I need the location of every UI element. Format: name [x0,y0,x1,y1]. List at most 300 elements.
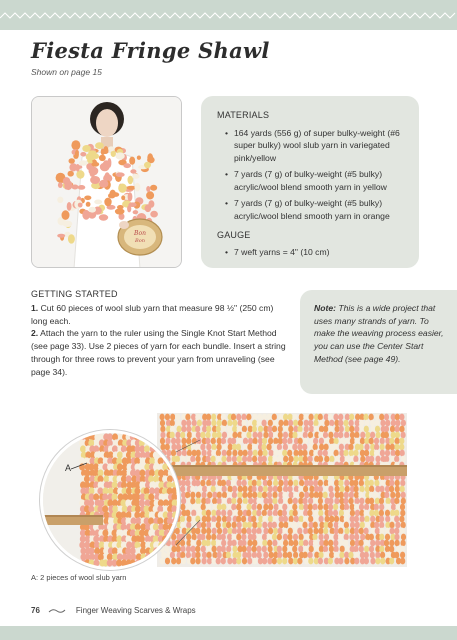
yarn-strand-segment [272,522,277,529]
yarn-strand-segment [350,540,355,547]
yarn-strand-segment [252,546,257,553]
yarn-strand-segment [181,498,186,505]
yarn-texture-blob [75,150,79,159]
yarn-strand-segment [196,558,201,565]
yarn-strand-segment [212,546,217,553]
yarn-strand-segment [206,432,211,439]
yarn-strand-segment [353,456,358,463]
yarn-strand-segment [263,432,268,439]
yarn-strand-segment [299,492,304,499]
yarn-strand-segment [165,414,170,421]
yarn-strand-segment [369,486,374,493]
yarn-strand-segment [318,432,323,439]
yarn-strand-segment [299,480,304,487]
yarn-strand-segment [389,558,394,565]
gauge-item: • 7 weft yarns = 4" (10 cm) [225,246,405,259]
yarn-strand-segment [232,456,237,463]
yarn-strand-segment [400,552,405,559]
yarn-strand-segment [237,498,242,505]
yarn-strand-segment [354,528,359,535]
yarn-strand-segment [273,432,278,439]
yarn-strand-segment [394,552,399,559]
yarn-strand-segment [217,420,222,427]
figure-caption: A: 2 pieces of wool slub yarn [31,573,127,582]
yarn-strand-segment [181,438,186,445]
yarn-strand-segment [190,492,195,499]
yarn-strand-segment [344,558,349,565]
yarn-strand-segment [261,444,266,451]
yarn-strand-segment [256,510,261,517]
yarn-strand-segment [257,420,262,427]
yarn-strand-segment [297,432,302,439]
yarn-strand-segment [227,456,232,463]
yarn-strand-segment [216,450,221,457]
yarn-strand-segment [222,432,227,439]
yarn-strand-segment [202,486,207,493]
yarn-strand-segment [289,492,294,499]
yarn-strand-segment [257,504,262,511]
yarn-strand-segment [248,498,253,505]
yarn-strand-segment [303,516,308,523]
yarn-strand-segment [370,540,375,547]
yarn-strand-segment [252,444,257,451]
yarn-strand-segment [190,558,195,565]
yarn-strand-segment [216,510,221,517]
yarn-strand-segment [386,498,391,505]
yarn-strand-segment [167,517,173,524]
yarn-strand-segment [360,534,365,541]
yarn-strand-segment [122,505,128,512]
yarn-strand-segment [272,498,277,505]
model-photo [31,96,182,268]
yarn-strand-segment [325,516,330,523]
yarn-strand-segment [231,438,236,445]
yarn-strand-segment [262,522,267,529]
yarn-strand-segment [211,510,216,517]
yarn-strand-segment [288,480,293,487]
yarn-strand-segment [256,480,261,487]
yarn-strand-segment [334,528,339,535]
yarn-strand-segment [391,450,396,457]
page-title: Fiesta Fringe Shawl [31,38,270,63]
yarn-strand-segment [344,432,349,439]
yarn-strand-segment [221,534,226,541]
yarn-strand-segment [313,480,318,487]
yarn-strand-segment [323,426,328,433]
yarn-strand-segment [283,522,288,529]
yarn-strand-segment [236,516,241,523]
yarn-strand-segment [400,528,405,535]
yarn-strand-segment [401,432,406,439]
yarn-strand-segment [196,504,201,511]
yarn-strand-segment [171,558,176,565]
yarn-strand-segment [272,492,277,499]
yarn-strand-segment [176,546,181,553]
yarn-strand-segment [313,438,318,445]
getting-started-steps [31,302,289,378]
yarn-strand-segment [221,480,226,487]
materials-heading: MATERIALS [217,110,270,120]
yarn-strand-segment [369,414,374,421]
yarn-strand-segment [308,480,313,487]
yarn-texture-blob [105,172,110,181]
yarn-texture-blob [115,152,124,159]
yarn-strand-segment [186,522,191,529]
yarn-strand-segment [344,528,349,535]
yarn-strand-segment [401,492,406,499]
yarn-strand-segment [144,433,150,440]
yarn-strand-segment [252,522,257,529]
yarn-strand-segment [353,546,358,553]
yarn-strand-segment [126,475,132,482]
yarn-strand-segment [288,558,293,565]
yarn-strand-segment [374,450,379,457]
yarn-strand-segment [282,510,287,517]
yarn-strand-segment [196,444,201,451]
materials-list [225,127,405,223]
yarn-strand-segment [242,480,247,487]
yarn-strand-segment [232,534,237,541]
yarn-strand-segment [273,528,278,535]
yarn-strand-segment [262,456,267,463]
yarn-strand-segment [201,546,206,553]
yarn-strand-segment [334,432,339,439]
yarn-texture-blob [147,153,153,162]
yarn-strand-segment [374,480,379,487]
yarn-strand-segment [283,534,288,541]
yarn-strand-segment [242,456,247,463]
yarn-strand-segment [237,522,242,529]
yarn-strand-segment [200,534,205,541]
yarn-strand-segment [206,540,211,547]
yarn-strand-segment [268,432,273,439]
yarn-strand-segment [160,420,165,427]
yarn-strand-segment [216,486,221,493]
yarn-texture-blob [99,155,106,161]
yarn-strand-segment [201,528,206,535]
yarn-strand-segment [360,432,365,439]
yarn-strand-segment [394,528,399,535]
yarn-strand-segment [380,558,385,565]
yarn-strand-segment [182,444,187,451]
yarn-strand-segment [287,438,292,445]
yarn-strand-segment [318,486,323,493]
yarn-strand-segment [338,522,343,529]
yarn-strand-segment [303,432,308,439]
yarn-strand-segment [186,426,191,433]
yarn-strand-segment [187,516,192,523]
yarn-strand-segment [252,420,257,427]
yarn-strand-segment [217,552,222,559]
yarn-strand-segment [319,444,324,451]
yarn-strand-segment [379,498,384,505]
yarn-strand-segment [318,504,323,511]
yarn-strand-segment [258,426,263,433]
yarn-strand-segment [303,456,308,463]
yarn-strand-segment [292,444,297,451]
yarn-texture-blob [82,210,90,220]
yarn-strand-segment [344,480,349,487]
yarn-strand-segment [232,528,237,535]
yarn-strand-segment [355,522,360,529]
yarn-strand-segment [319,516,324,523]
yarn-strand-segment [304,492,309,499]
yarn-strand-segment [328,504,333,511]
yarn-strand-segment [401,456,406,463]
yarn-strand-segment [340,546,345,553]
yarn-strand-segment [190,486,195,493]
yarn-strand-segment [364,504,369,511]
yarn-strand-segment [314,546,319,553]
yarn-strand-segment [206,510,211,517]
yarn-texture-blob [80,152,86,156]
yarn-strand-segment [283,480,288,487]
yarn-strand-segment [384,414,389,421]
yarn-texture-blob [91,162,99,167]
yarn-strand-segment [227,510,232,517]
yarn-strand-segment [308,552,313,559]
yarn-strand-segment [112,445,118,452]
yarn-strand-segment [294,450,299,457]
yarn-strand-segment [313,420,318,427]
yarn-strand-segment [252,456,257,463]
yarn-texture-blob [144,162,151,168]
yarn-strand-segment [226,552,231,559]
yarn-strand-segment [94,559,100,566]
yarn-strand-segment [273,516,278,523]
yarn-strand-segment [329,552,334,559]
yarn-strand-segment [344,522,349,529]
yarn-texture-blob [145,204,152,212]
yarn-strand-segment [379,534,384,541]
gauge-list [225,246,405,259]
yarn-strand-segment [200,480,205,487]
yarn-strand-segment [293,492,298,499]
yarn-strand-segment [375,420,380,427]
yarn-strand-segment [334,498,339,505]
yarn-texture-blob [108,193,115,198]
yarn-strand-segment [399,426,404,433]
yarn-strand-segment [252,426,257,433]
step-item [31,302,289,327]
yarn-strand-segment [200,444,205,451]
yarn-strand-segment [323,528,328,535]
yarn-strand-segment [313,504,318,511]
yarn-strand-segment [277,486,282,493]
yarn-strand-segment [328,450,333,457]
yarn-strand-segment [350,510,355,517]
yarn-strand-segment [248,450,253,457]
yarn-strand-segment [267,480,272,487]
yarn-strand-segment [263,552,268,559]
yarn-strand-segment [202,450,207,457]
yarn-strand-segment [135,559,141,566]
yarn-strand-segment [400,546,405,553]
yarn-strand-segment [349,414,354,421]
yarn-strand-segment [252,480,257,487]
yarn-strand-segment [107,439,113,446]
yarn-texture-blob [57,197,63,203]
yarn-strand-segment [304,426,309,433]
yarn-strand-segment [251,534,256,541]
yarn-strand-segment [207,492,212,499]
yarn-strand-segment [401,522,406,529]
yarn-strand-segment [227,426,232,433]
yarn-strand-segment [273,480,278,487]
yarn-strand-segment [145,439,151,446]
yarn-strand-segment [149,553,155,560]
yarn-texture-blob [63,177,70,185]
yarn-strand-segment [190,498,195,505]
yarn-strand-segment [221,504,226,511]
yarn-strand-segment [369,480,374,487]
yarn-strand-segment [236,552,241,559]
yarn-strand-segment [319,552,324,559]
yarn-strand-segment [206,444,211,451]
yarn-strand-segment [170,432,175,439]
yarn-strand-segment [211,450,216,457]
yarn-strand-segment [175,414,180,421]
yarn-strand-segment [293,456,298,463]
yarn-strand-segment [380,552,385,559]
yarn-strand-segment [192,534,197,541]
yarn-strand-segment [329,420,334,427]
yarn-strand-segment [375,552,380,559]
yarn-strand-segment [268,438,273,445]
yarn-strand-segment [345,456,350,463]
yarn-strand-segment [185,414,190,421]
yarn-strand-segment [364,516,369,523]
yarn-strand-segment [350,438,355,445]
yarn-texture-blob [116,172,125,177]
yarn-strand-segment [192,522,197,529]
yarn-strand-segment [79,439,85,446]
bottom-decorative-band [0,626,457,640]
yarn-strand-segment [293,534,298,541]
gauge-heading: GAUGE [217,229,251,240]
yarn-strand-segment [288,456,293,463]
yarn-strand-segment [279,522,284,529]
yarn-strand-segment [165,546,170,553]
yarn-texture-blob [94,200,102,205]
yarn-strand-segment [379,522,384,529]
getting-started-heading: GETTING STARTED [31,289,118,299]
yarn-strand-segment [242,420,247,427]
yarn-strand-segment [339,486,344,493]
yarn-strand-segment [237,528,242,535]
yarn-strand-segment [202,552,207,559]
yarn-strand-segment [298,510,303,517]
yarn-strand-segment [395,480,400,487]
yarn-strand-segment [292,522,297,529]
yarn-strand-segment [176,438,181,445]
yarn-strand-segment [175,432,180,439]
yarn-strand-segment [246,432,251,439]
yarn-strand-segment [399,414,404,421]
yarn-strand-segment [353,450,358,457]
yarn-strand-segment [370,558,375,565]
yarn-strand-segment [293,558,298,565]
yarn-strand-segment [246,510,251,517]
yarn-strand-segment [313,510,318,517]
yarn-strand-segment [399,438,404,445]
yarn-strand-segment [157,517,163,524]
yarn-strand-segment [401,540,406,547]
yarn-strand-segment [302,444,307,451]
yarn-strand-segment [374,522,379,529]
yarn-strand-segment [370,516,375,523]
yarn-strand-segment [283,432,288,439]
yarn-strand-segment [251,516,256,523]
yarn-strand-segment [236,504,241,511]
yarn-strand-segment [262,516,267,523]
yarn-strand-segment [282,450,287,457]
yarn-strand-segment [288,528,293,535]
yarn-strand-segment [256,498,261,505]
yarn-strand-segment [359,480,364,487]
yarn-strand-segment [354,438,359,445]
yarn-strand-segment [160,432,165,439]
yarn-strand-segment [379,414,384,421]
yarn-strand-segment [350,432,355,439]
yarn-strand-segment [165,558,170,565]
yarn-strand-segment [262,558,267,565]
yarn-strand-segment [211,444,216,451]
yarn-strand-segment [192,438,197,445]
yarn-strand-segment [374,438,379,445]
zigzag-border-icon [0,12,457,20]
yarn-strand-segment [149,439,155,446]
yarn-strand-segment [145,553,151,560]
yarn-strand-segment [364,426,369,433]
yarn-strand-segment [334,546,339,553]
yarn-strand-segment [160,426,165,433]
yarn-strand-segment [401,420,406,427]
yarn-strand-segment [379,546,384,553]
yarn-strand-segment [376,432,381,439]
yarn-strand-segment [344,510,349,517]
yarn-strand-segment [308,516,313,523]
step-text: Cut 60 pieces of wool slub yarn that measure 98 ½" (250 cm) long each. [31,303,274,326]
yarn-strand-segment [171,450,176,457]
yarn-strand-segment [242,528,247,535]
yarn-strand-segment [227,420,232,427]
yarn-strand-segment [277,444,282,451]
yarn-strand-segment [222,492,227,499]
yarn-strand-segment [241,414,246,421]
yarn-strand-segment [297,558,302,565]
yarn-strand-segment [267,534,272,541]
yarn-strand-segment [394,516,399,523]
yarn-strand-segment [257,492,262,499]
figure-marker: A [65,463,72,473]
yarn-strand-segment [140,457,146,464]
yarn-strand-segment [221,546,226,553]
yarn-strand-segment [201,504,206,511]
yarn-strand-segment [339,540,344,547]
yarn-strand-segment [318,510,323,517]
yarn-texture-blob [78,185,86,190]
yarn-strand-segment [288,486,293,493]
yarn-strand-segment [293,540,298,547]
yarn-strand-segment [299,414,304,421]
yarn-strand-segment [354,432,359,439]
yarn-strand-segment [232,432,237,439]
yarn-strand-segment [278,450,283,457]
yarn-strand-segment [338,558,343,565]
yarn-strand-segment [380,444,385,451]
yarn-strand-segment [112,433,118,440]
